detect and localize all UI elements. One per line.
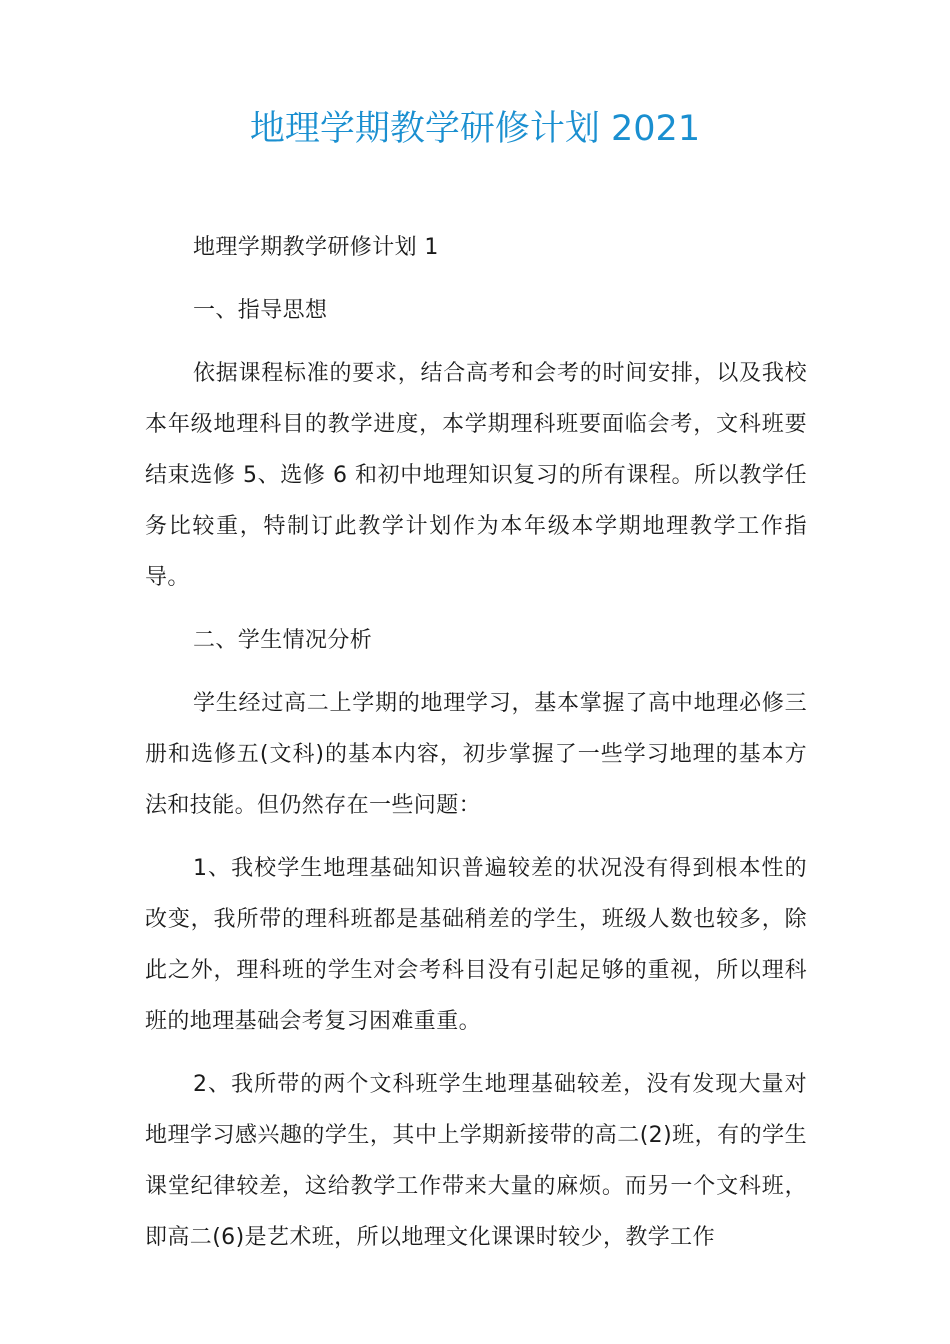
paragraph-guiding-ideas: 依据课程标准的要求，结合高考和会考的时间安排，以及我校本年级地理科目的教学进度，本学期理科班要面临会考，文科班要结束选修 5、选修 6 和初中地理知识复习的所有课程。所以教学任务比较重，特制订此教学计划作为本年级本学期地理教学工作指导。: [145, 361, 807, 590]
section-heading-guiding-ideas: 一、指导思想: [193, 298, 328, 323]
section-heading-student-analysis: 二、学生情况分析: [193, 628, 373, 653]
paragraph-student-analysis: 学生经过高二上学期的地理学习，基本掌握了高中地理必修三册和选修五(文科)的基本内容，初步掌握了一些学习地理的基本方法和技能。但仍然存在一些问题：: [145, 691, 807, 818]
paragraph-issue-1: 1、我校学生地理基础知识普遍较差的状况没有得到根本性的改变，我所带的理科班都是基础稍差的学生，班级人数也较多，除此之外，理科班的学生对会考科目没有引起足够的重视，所以理科班的地理基础会考复习困难重重。: [145, 856, 807, 1034]
document-body: [145, 222, 807, 1263]
section-heading-plan: 地理学期教学研修计划 1: [193, 235, 439, 260]
document-title: 地理学期教学研修计划 2021: [249, 109, 701, 149]
paragraph-issue-2: 2、我所带的两个文科班学生地理基础较差，没有发现大量对地理学习感兴趣的学生，其中上学期新接带的高二(2)班，有的学生课堂纪律较差，这给教学工作带来大量的麻烦。而另一个文科班，即高二(6)是艺术班，所以地理文化课课时较少，教学工作: [145, 1072, 807, 1250]
